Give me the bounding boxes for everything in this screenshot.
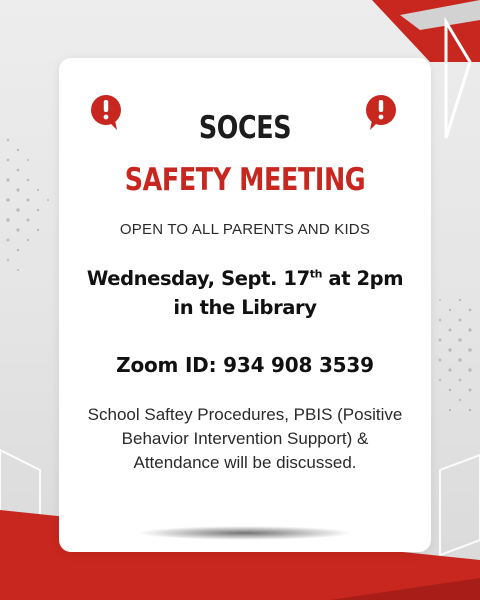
dot-pattern-right: [439, 299, 472, 412]
event-time: at 2pm: [322, 267, 404, 290]
event-title: SAFETY MEETING: [124, 162, 366, 198]
announcement-card: [59, 58, 431, 552]
outline-shape-right: [440, 455, 480, 555]
school-name: SOCES: [198, 110, 292, 146]
event-location: in the Library: [173, 296, 317, 319]
date-time-location: [59, 264, 431, 322]
dot-pattern-left: [6, 139, 49, 271]
event-date: Wednesday, Sept. 17: [86, 267, 310, 290]
zoom-id: Zoom ID: 934 908 3539: [116, 353, 374, 377]
date-ordinal: th: [309, 267, 323, 281]
decorative-shadow: [137, 526, 353, 540]
meeting-details: School Saftey Procedures, PBIS (Positive Behavior Intervention Support) & Attendance will be discussed.: [87, 405, 403, 472]
audience-text: OPEN TO ALL PARENTS AND KIDS: [119, 221, 371, 238]
